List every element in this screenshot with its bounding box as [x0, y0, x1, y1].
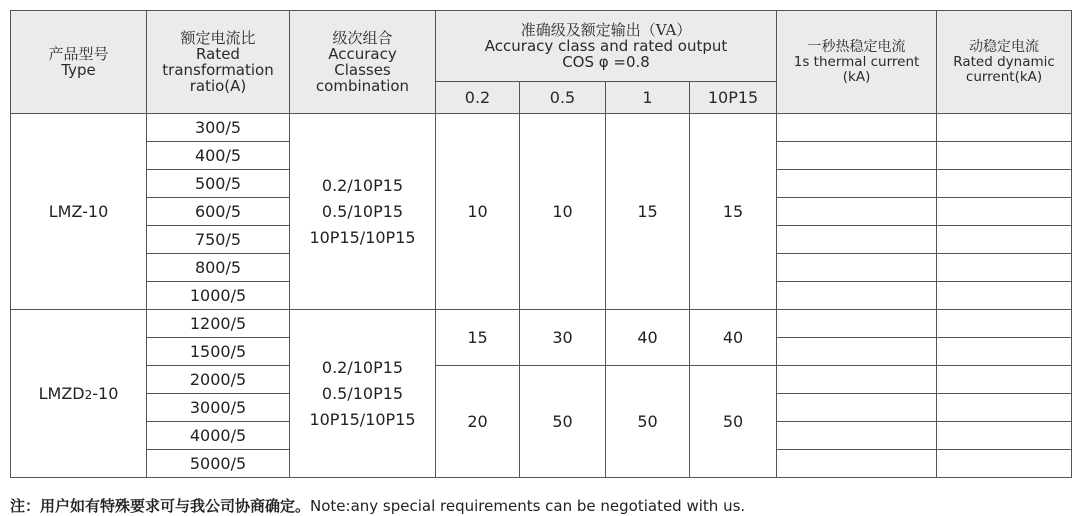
type-tail: -10 [92, 384, 119, 403]
ratio-cell: 5000/5 [147, 450, 290, 478]
thermal-cell [777, 310, 937, 338]
header-combo-en1: Accuracy [328, 45, 397, 63]
type-subscript: 2 [84, 388, 93, 402]
output-cell: 10 [520, 114, 606, 310]
combination-item: 0.5/10P15 [321, 383, 404, 403]
output-cell: 15 [436, 310, 520, 366]
output-cell: 50 [520, 366, 606, 478]
output-cell: 50 [606, 366, 690, 478]
thermal-cell [777, 450, 937, 478]
dynamic-cell [937, 254, 1072, 282]
dynamic-cell [937, 114, 1072, 142]
thermal-cell [777, 170, 937, 198]
header-ratio-en2: transformation [162, 61, 274, 79]
header-thermal-cn: 一秒热稳定电流 [807, 38, 906, 55]
header-thermal-en: 1s thermal current [793, 53, 920, 70]
header-dynamic-en2: current(kA) [965, 68, 1043, 85]
type-lmzd2-10 [11, 310, 147, 478]
footnote-en: Note:any special requirements can be negotiated with us. [310, 497, 746, 515]
class-10p15: 10P15 [690, 82, 777, 114]
dynamic-cell [937, 450, 1072, 478]
footnote [10, 495, 745, 516]
combination-cell [290, 310, 436, 478]
thermal-cell [777, 366, 937, 394]
header-type [11, 11, 147, 114]
dynamic-cell [937, 310, 1072, 338]
thermal-cell [777, 338, 937, 366]
dynamic-cell [937, 142, 1072, 170]
combination-item: 0.2/10P15 [321, 357, 404, 377]
output-cell: 40 [690, 310, 777, 366]
dynamic-cell [937, 170, 1072, 198]
ratio-cell: 750/5 [147, 226, 290, 254]
thermal-cell [777, 282, 937, 310]
thermal-cell [777, 254, 937, 282]
type-main: LMZD [38, 384, 85, 403]
combination-item: 10P15/10P15 [309, 409, 416, 429]
output-cell: 20 [436, 366, 520, 478]
class-1: 1 [606, 82, 690, 114]
header-combo-cn: 级次组合 [332, 29, 393, 47]
header-ratio-cn: 额定电流比 [180, 29, 256, 47]
output-cell: 40 [606, 310, 690, 366]
dynamic-cell [937, 282, 1072, 310]
header-combination [290, 11, 436, 114]
dynamic-cell [937, 394, 1072, 422]
ratio-cell: 1000/5 [147, 282, 290, 310]
header-acc-cos: COS φ =0.8 [562, 53, 650, 71]
header-ratio-en1: Rated [196, 45, 240, 63]
header-acc-en: Accuracy class and rated output [484, 37, 728, 55]
header-ratio [147, 11, 290, 114]
type-lmz-10: LMZ-10 [11, 114, 147, 310]
header-type-cn: 产品型号 [48, 45, 109, 63]
header-dynamic-en1: Rated dynamic [953, 53, 1055, 70]
output-cell: 50 [690, 366, 777, 478]
class-0-5: 0.5 [520, 82, 606, 114]
thermal-cell [777, 114, 937, 142]
dynamic-cell [937, 226, 1072, 254]
footnote-cn: 注：用户如有特殊要求可与我公司协商确定。 [10, 497, 311, 515]
thermal-cell [777, 394, 937, 422]
dynamic-cell [937, 422, 1072, 450]
thermal-cell [777, 422, 937, 450]
output-cell: 10 [436, 114, 520, 310]
dynamic-cell [937, 198, 1072, 226]
thermal-cell [777, 198, 937, 226]
header-dynamic [937, 11, 1072, 114]
header-thermal [777, 11, 937, 114]
ratio-cell: 3000/5 [147, 394, 290, 422]
dynamic-cell [937, 338, 1072, 366]
ratio-cell: 1500/5 [147, 338, 290, 366]
header-combo-en2: Classes [334, 61, 391, 79]
ratio-cell: 300/5 [147, 114, 290, 142]
ratio-cell: 2000/5 [147, 366, 290, 394]
spec-table [10, 10, 1072, 478]
ratio-cell: 4000/5 [147, 422, 290, 450]
ratio-cell: 1200/5 [147, 310, 290, 338]
output-cell: 15 [690, 114, 777, 310]
header-acc-cn: 准确级及额定输出（VA） [520, 21, 692, 39]
ratio-cell: 500/5 [147, 170, 290, 198]
header-combo-en3: combination [315, 77, 410, 95]
ratio-cell: 600/5 [147, 198, 290, 226]
combination-item: 10P15/10P15 [309, 227, 416, 247]
combination-item: 0.5/10P15 [321, 201, 404, 221]
thermal-cell [777, 142, 937, 170]
header-dynamic-cn: 动稳定电流 [969, 38, 1040, 55]
header-thermal-unit: (kA) [842, 68, 871, 85]
combination-item: 0.2/10P15 [321, 175, 404, 195]
header-type-en: Type [61, 61, 96, 79]
output-cell: 15 [606, 114, 690, 310]
combination-cell [290, 114, 436, 310]
header-accuracy [436, 11, 777, 82]
thermal-cell [777, 226, 937, 254]
class-0-2: 0.2 [436, 82, 520, 114]
dynamic-cell [937, 366, 1072, 394]
ratio-cell: 800/5 [147, 254, 290, 282]
ratio-cell: 400/5 [147, 142, 290, 170]
output-cell: 30 [520, 310, 606, 366]
header-ratio-en3: ratio(A) [189, 77, 247, 95]
